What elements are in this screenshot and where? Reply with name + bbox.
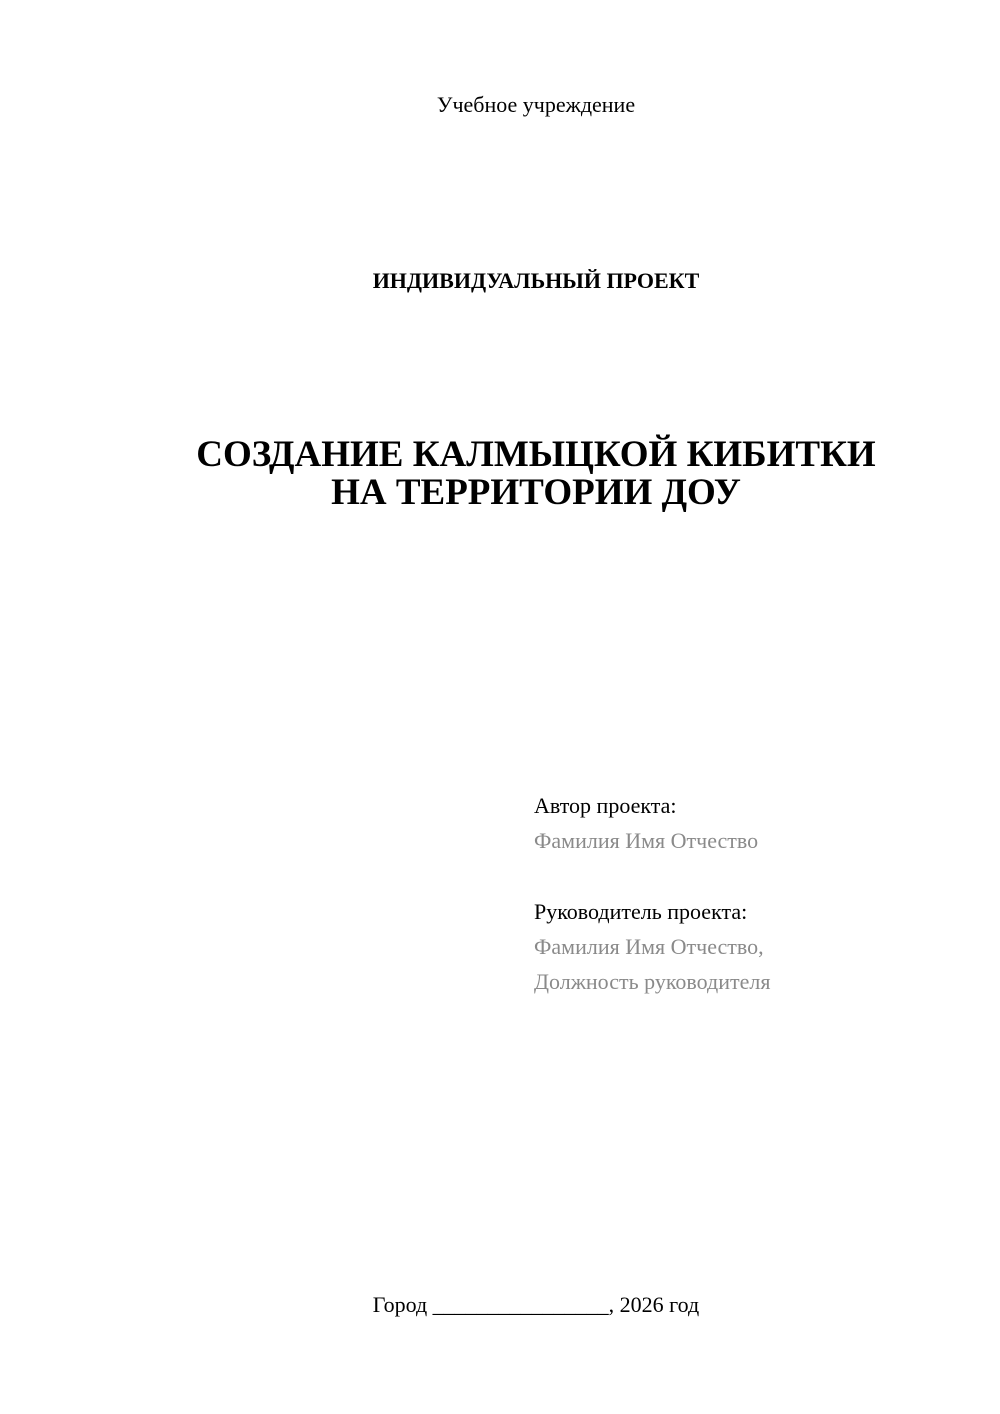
project-title-line-2: НА ТЕРРИТОРИИ ДОУ (331, 472, 741, 513)
project-type-heading: ИНДИВИДУАЛЬНЫЙ ПРОЕКТ (372, 268, 700, 293)
supervisor-name: Фамилия Имя Отчество, (534, 934, 764, 959)
supervisor-label: Руководитель проекта: (534, 899, 748, 924)
project-title-line-1: СОЗДАНИЕ КАЛМЫЦКОЙ КИБИТКИ (196, 434, 876, 475)
institution-name: Учебное учреждение (436, 92, 636, 117)
credits-block (534, 788, 974, 999)
city-year-footer: Город ________________, 2026 год (372, 1292, 700, 1317)
credits-spacer (534, 858, 974, 894)
project-title (0, 436, 1000, 512)
author-label: Автор проекта: (534, 793, 677, 818)
author-name: Фамилия Имя Отчество (534, 828, 759, 853)
supervisor-position: Должность руководителя (534, 969, 771, 994)
